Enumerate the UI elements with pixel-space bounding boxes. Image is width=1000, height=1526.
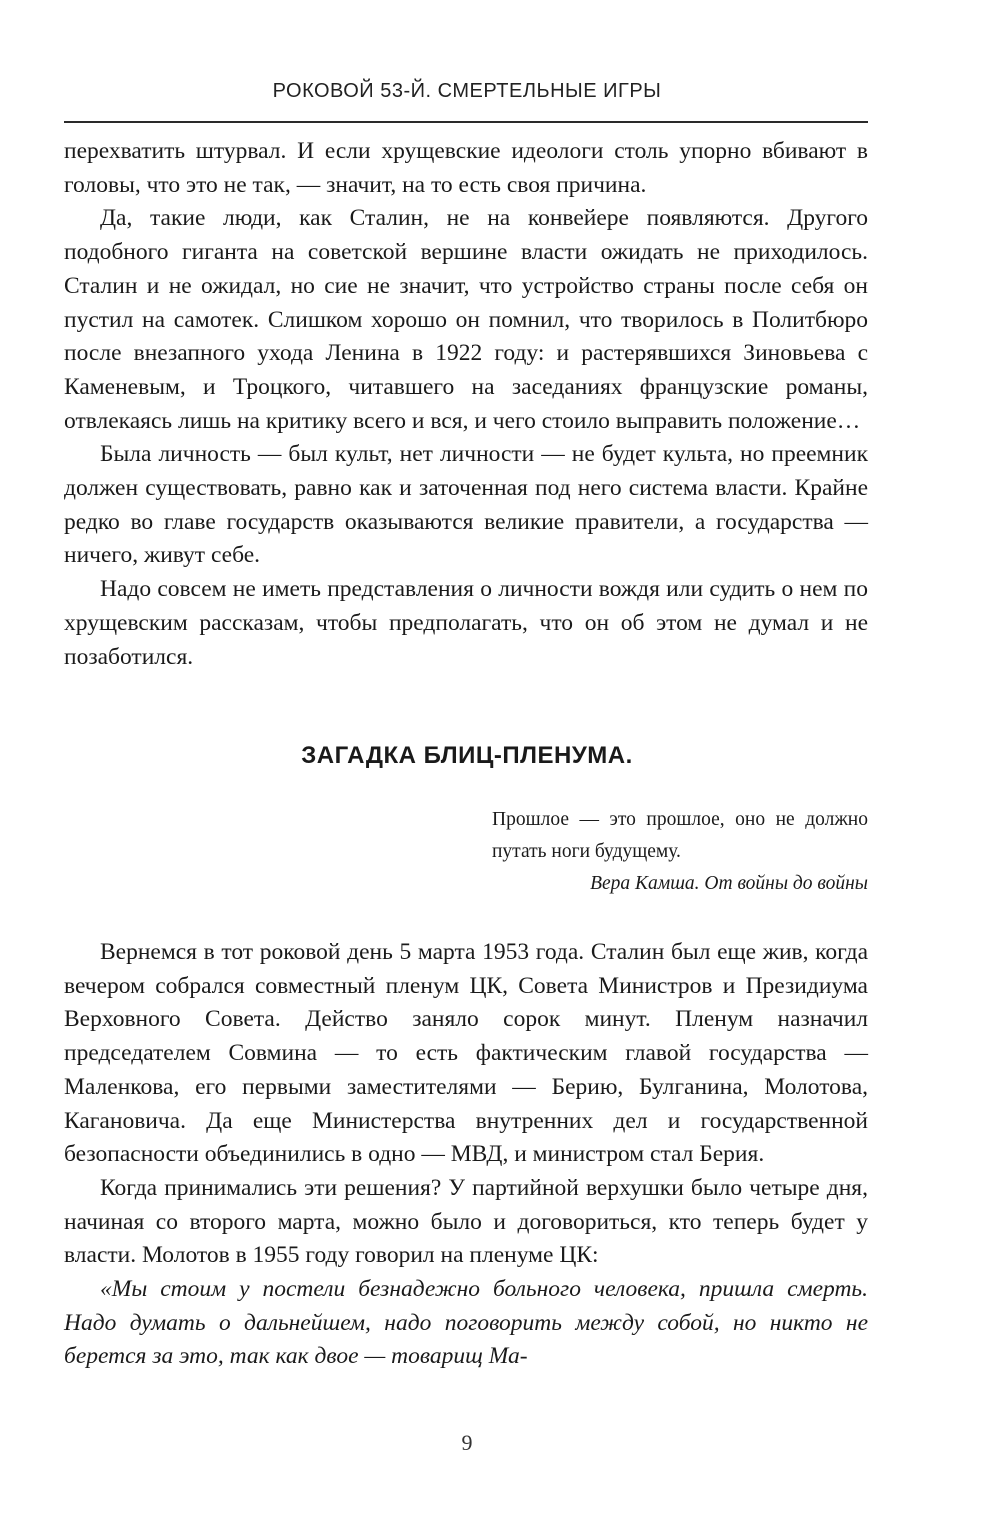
paragraph: Вернемся в тот роковой день 5 марта 1953 года. Сталин был еще жив, когда вечером собрался совместный пленум ЦК, Совета Министров и Президиума Верховного Совета. Действо заняло сорок минут. Пленум назначил председателем Совмина — то есть фактическим главой государства — Маленкова, его первыми заместителями — Берию, Булганина, Молотова, Кагановича. Да еще Министерства внутренних дел и государственной безопасности объединились в одно — МВД, и министром стал Берия. [64, 939, 868, 1168]
paragraph: Была личность — был культ, нет личности — не будет культа, но преемник должен существовать, равно как и заточенная под него система власти. Крайне редко во главе государств оказываются великие правители, а государства — ничего, живут себе. [64, 441, 868, 569]
paragraph: Когда принимались эти решения? У партийной верхушки было четыре дня, начиная со второго марта, можно было и договориться, кто теперь будет у власти. Молотов в 1955 году говорил на пленуме ЦК: [64, 1174, 868, 1269]
paragraph: Да, такие люди, как Сталин, не на конвейере появляются. Другого подобного гиганта на советской вершине власти ожидать не приходилось. Сталин и не ожидал, но сие не значит, что устройство страны после себя он пустил на самотек. Слишком хорошо он помнил, что творилось в Политбюро после внезапного ухода Ленина в 1922 году: и растерявшихся Зиновьева с Каменевым, и Троцкого, читавшего на заседаниях французские романы, отвлекаясь лишь на критику всего и вся, и чего стоило выправить положение… [64, 205, 868, 434]
section-2-text [64, 936, 868, 1374]
quotation: «Мы стоим у постели безнадежно больного человека, пришла смерть. Надо думать о дальнейшем, надо поговорить между собой, но никто не берется за это, так как двое — товарищ Ма- [64, 1276, 868, 1370]
header-rule [64, 121, 868, 123]
epigraph-source: Вера Камша. От войны до войны [590, 873, 868, 894]
epigraph [492, 804, 868, 900]
section-1-text [64, 135, 868, 674]
running-head: РОКОВОЙ 53-Й. СМЕРТЕЛЬНЫЕ ИГРЫ [272, 80, 662, 102]
page-number: 9 [461, 1430, 473, 1455]
paragraph: перехватить штурвал. И если хрущевские идеологи столь упорно вбивают в головы, что это не так, — значит, на то есть своя причина. [64, 138, 868, 198]
paragraph: Надо совсем не иметь представления о личности вождя или судить о нем по хрущевским рассказам, чтобы предполагать, что он об этом не думал и не позаботился. [64, 576, 868, 670]
chapter-heading: ЗАГАДКА БЛИЦ-ПЛЕНУМА. [301, 742, 633, 769]
epigraph-quote: Прошлое — это прошлое, оно не должно путать ноги будущему. [492, 809, 868, 862]
